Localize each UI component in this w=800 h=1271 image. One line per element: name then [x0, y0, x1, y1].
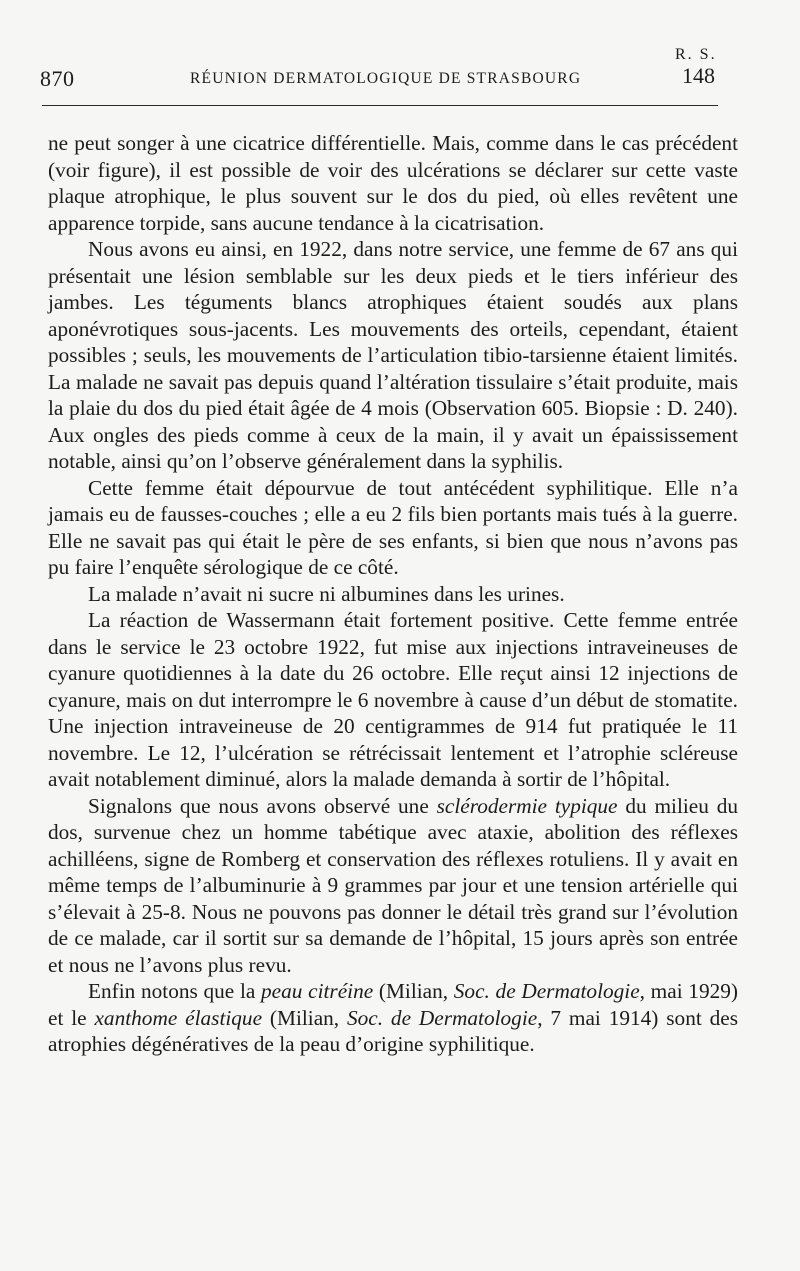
- paragraph: [48, 581, 738, 608]
- italic-text: peau citréine: [261, 979, 374, 1003]
- text-run: Signalons que nous avons observé une: [88, 793, 437, 818]
- running-title: RÉUNION DERMATOLOGIQUE DE STRASBOURG: [190, 70, 582, 87]
- section-number: 148: [682, 63, 715, 88]
- text-run: (Milian,: [373, 979, 454, 1003]
- text-run: Cette femme était dépourvue de tout antécédent syphilitique. Elle n’a jamais eu de fausses-couches ; elle a eu 2 fils bien portants mais tués à la guerre. Elle ne savait pas qui était le père de ses enfants, si bien que nous n’avons pas pu faire l’enquête sérologique de ce côté.: [48, 475, 738, 579]
- section-label: R. S.: [675, 46, 717, 63]
- page-number: 870: [40, 66, 75, 91]
- text-run: , mai 1929) et le: [48, 979, 738, 1030]
- text-run: La réaction de Wassermann était fortement positive. Cette femme entrée dans le service le 23 octobre 1922, fut mise aux injections intraveineuses de cyanure quotidiennes à la date du 26 octobre. Elle reçut ainsi 12 injections de cyanure, mais on dut interrompre le 6 novembre à cause d’un début de stomatite. Une injection intraveineuse de 20 centigrammes de 914 fut pratiquée le 11 novembre. Le 12, l’ulcération se rétrécissait lentement et l’atrophie scléreuse avait notablement diminué, alors la malade demanda à sortir de l’hôpital.: [48, 608, 738, 791]
- header-rule: [42, 105, 718, 106]
- paragraph: [48, 130, 738, 236]
- italic-text: sclérodermie typique: [436, 793, 618, 818]
- paragraph: [48, 236, 738, 475]
- text-run: du milieu du dos, survenue chez un homme tabétique avec ataxie, abolition des réflexes achilléens, signe de Romberg et conservation des réflexes rotuliens. Il y avait en même temps de l’albuminurie à 9 grammes par jour et une tension artérielle qui s’élevait à 25-8. Nous ne pouvons pas donner le détail très grand sur l’évolution de ce malade, car il sortit sur sa demande de l’hôpital, 15 jours après son entrée et nous ne l’avons plus revu.: [48, 793, 738, 977]
- italic-text: Soc. de Dermatologie: [453, 979, 640, 1003]
- italic-text: xanthome élastique: [94, 1005, 263, 1030]
- text-run: (Milian,: [262, 1005, 347, 1030]
- paragraph: [48, 607, 738, 793]
- text-run: , 7 mai 1914) sont des atrophies dégénératives de la peau d’origine syphilitique.: [48, 1005, 739, 1056]
- italic-text: Soc. de Dermatologie: [346, 1005, 538, 1030]
- text-run: Enfin notons que la: [88, 979, 262, 1003]
- paragraph: [48, 475, 738, 581]
- text-run: La malade n’avait ni sucre ni albumines dans les urines.: [88, 581, 565, 606]
- text-run: ne peut songer à une cicatrice différentielle. Mais, comme dans le cas précédent (voir figure), il est possible de voir des ulcérations se déclarer sur cette vaste plaque atrophique, le plus souvent sur le dos du pied, où elles revêtent une apparence torpide, sans aucune tendance à la cicatrisation.: [48, 131, 738, 235]
- paragraph: [48, 793, 738, 979]
- article-body: [48, 130, 738, 1058]
- text-run: Nous avons eu ainsi, en 1922, dans notre service, une femme de 67 ans qui présentait une lésion semblable sur les deux pieds et le tiers inférieur des jambes. Les téguments blancs atrophiques étaient soudés aux plans aponévrotiques sous-jacents. Les mouvements des orteils, cependant, étaient possibles ; seuls, les mouvements de l’articulation tibio-tarsienne étaient limités. La malade ne savait pas depuis quand l’altération tissulaire s’était produite, mais la plaie du dos du pied était âgée de 4 mois (Observation 605. Biopsie : D. 240). Aux ongles des pieds comme à ceux de la main, il y avait un épaississement notable, ainsi qu’on l’observe généralement dans la syphilis.: [48, 237, 738, 473]
- paragraph: [48, 978, 738, 1058]
